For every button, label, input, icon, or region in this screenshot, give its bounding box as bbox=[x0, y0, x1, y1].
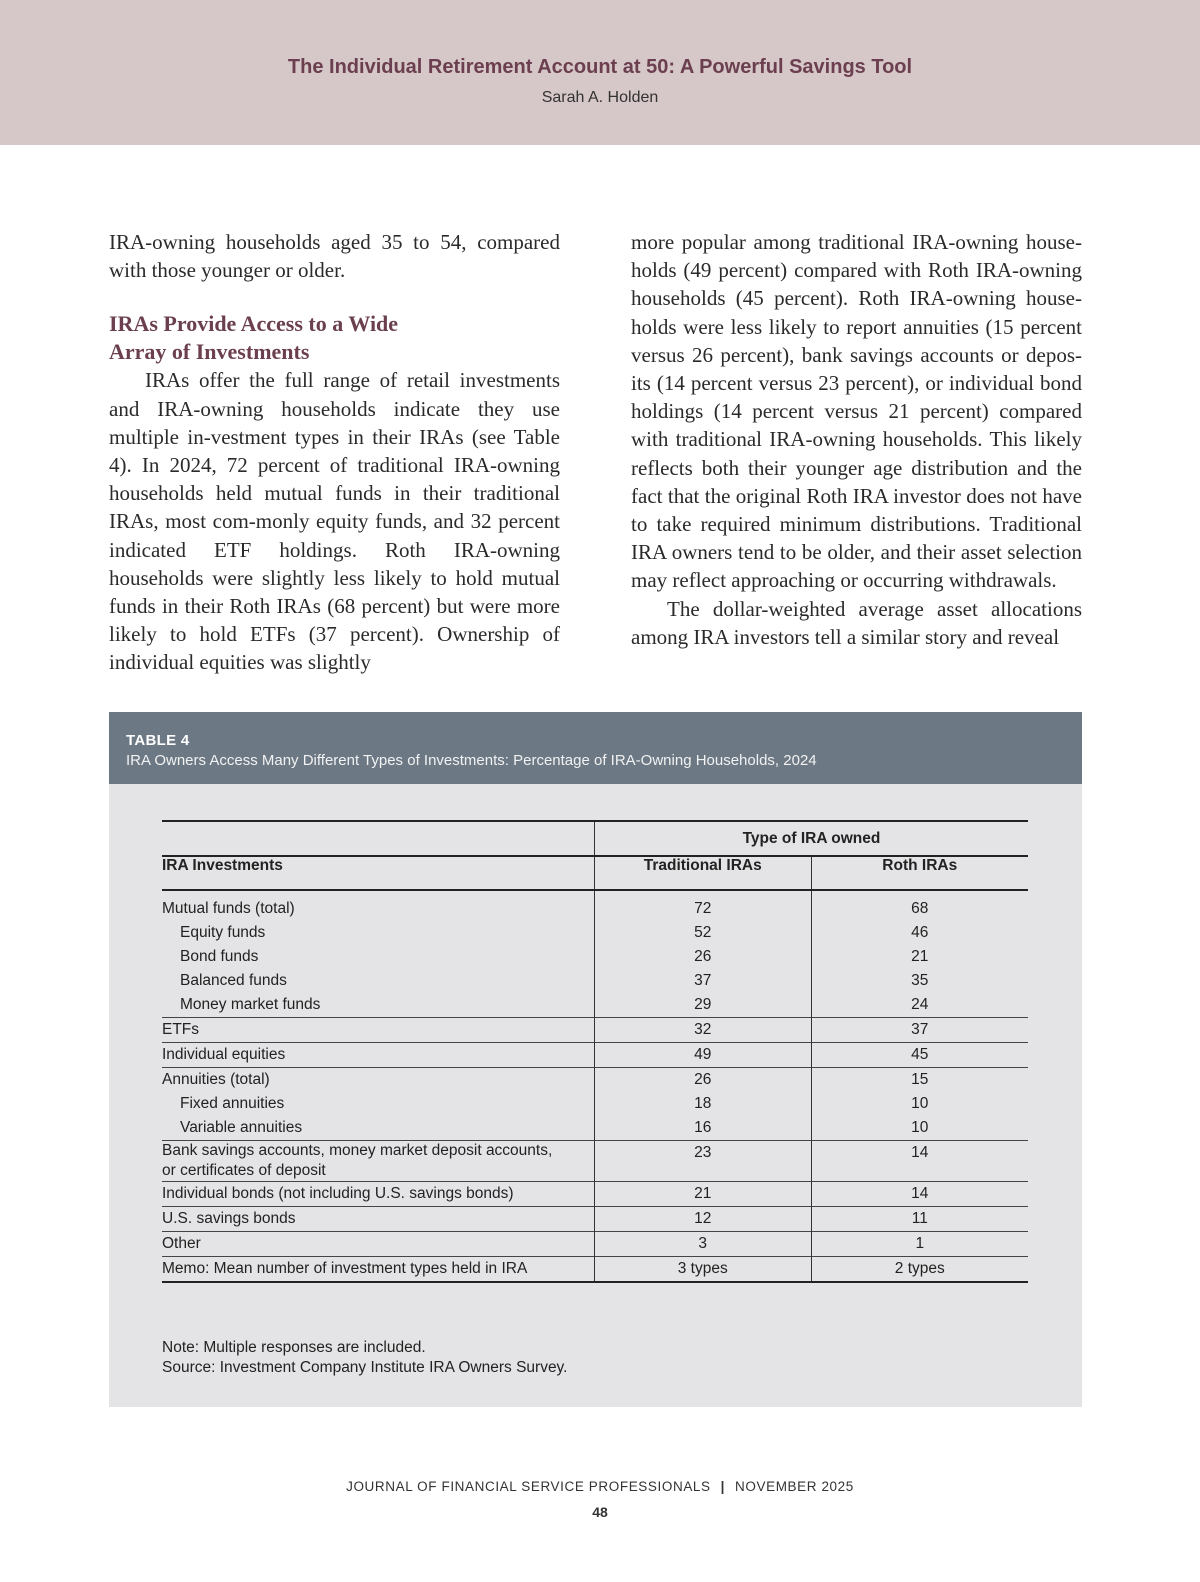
traditional-value: 49 bbox=[694, 1046, 712, 1063]
row-label: Bond funds bbox=[180, 948, 259, 965]
footer-separator: | bbox=[720, 1479, 726, 1494]
roth-value: 35 bbox=[911, 972, 929, 989]
table-row-group bbox=[162, 1018, 1028, 1043]
traditional-value: 21 bbox=[694, 1185, 712, 1202]
traditional-iras-header: Traditional IRAs bbox=[594, 856, 811, 890]
table-body bbox=[162, 890, 1028, 1282]
traditional-value: 12 bbox=[694, 1210, 712, 1227]
page-header bbox=[0, 0, 1200, 145]
row-label: Memo: Mean number of investment types held in IRA bbox=[162, 1260, 528, 1277]
traditional-value: 23 bbox=[694, 1144, 712, 1161]
roth-value: 24 bbox=[911, 996, 929, 1013]
row-label: Individual equities bbox=[162, 1046, 286, 1063]
table-row-group bbox=[162, 1232, 1028, 1257]
traditional-value: 52 bbox=[694, 924, 712, 941]
investments-table bbox=[162, 820, 1028, 1283]
row-label: Variable annuities bbox=[180, 1119, 303, 1136]
traditional-value: 3 types bbox=[677, 1260, 728, 1277]
row-label: U.S. savings bonds bbox=[162, 1210, 296, 1227]
ira-investments-header: IRA Investments bbox=[162, 856, 594, 890]
roth-value: 45 bbox=[911, 1046, 929, 1063]
roth-value: 21 bbox=[911, 948, 929, 965]
roth-value: 14 bbox=[911, 1144, 929, 1161]
row-label: Money market funds bbox=[180, 996, 321, 1013]
roth-value: 10 bbox=[911, 1095, 929, 1112]
traditional-value: 18 bbox=[694, 1095, 712, 1112]
row-label: Balanced funds bbox=[180, 972, 287, 989]
table-header-row bbox=[162, 856, 1028, 890]
traditional-value: 32 bbox=[694, 1021, 712, 1038]
roth-value: 14 bbox=[911, 1185, 929, 1202]
roth-value: 46 bbox=[911, 924, 929, 941]
row-label: ETFs bbox=[162, 1021, 200, 1038]
table-note: Note: Multiple responses are included. bbox=[162, 1339, 426, 1356]
left-paragraph-2: IRAs offer the full range of retail investments and IRA-owning households indicate they use multiple in-vestment types in their IRAs (see Table 4). In 2024, 72 percent of traditional IRA-owning households held mutual funds in their traditional IRAs, most com-monly equity funds, and 32 percent indicated ETF holdings. Roth IRA-owning households were slightly less likely to hold mutual funds in their Roth IRAs (68 percent) but were more likely to hold ETFs (37 percent). Ownership of individual equities was slightly bbox=[109, 368, 560, 675]
table-row-group bbox=[162, 1043, 1028, 1068]
section-heading: IRAs Provide Access to a Wide Array of Investments bbox=[109, 311, 399, 365]
traditional-value: 72 bbox=[694, 900, 712, 917]
traditional-value: 37 bbox=[694, 972, 712, 989]
right-column bbox=[631, 228, 1082, 651]
row-label: Other bbox=[162, 1235, 201, 1252]
table-row-group bbox=[162, 1257, 1028, 1283]
table-4-box bbox=[109, 712, 1082, 1407]
roth-value: 37 bbox=[911, 1021, 929, 1038]
table-row-group bbox=[162, 1068, 1028, 1141]
table-row-group bbox=[162, 1182, 1028, 1207]
table-source: Source: Investment Company Institute IRA Owners Survey. bbox=[162, 1359, 568, 1376]
table-row-group bbox=[162, 1141, 1028, 1182]
traditional-value: 16 bbox=[694, 1119, 712, 1136]
article-title: The Individual Retirement Account at 50: A Powerful Savings Tool bbox=[287, 56, 913, 78]
table-row-group bbox=[162, 890, 1028, 1018]
roth-value: 10 bbox=[911, 1119, 929, 1136]
row-label: Equity funds bbox=[180, 924, 266, 941]
right-paragraph-1: more popular among traditional IRA-owning house-holds (49 percent) compared with Roth IRA-owning households (45 percent). Roth IRA-owning house-holds were less likely to report annuities (15 percent versus 26 percent), bank savings accounts or depos-its (14 percent versus 23 percent), or individual bond holdings (14 percent versus 21 percent) compared with traditional IRA-owning households. This likely reflects both their younger age distribution and the fact that the original Roth IRA investor does not have to take required minimum distributions. Traditional IRA owners tend to be older, and their asset selection may reflect approaching or occurring withdrawals. bbox=[631, 230, 1082, 593]
traditional-value: 3 bbox=[698, 1235, 708, 1252]
table-caption: IRA Owners Access Many Different Types of Investments: Percentage of IRA-Owning Households, 2024 bbox=[126, 752, 817, 769]
roth-value: 11 bbox=[911, 1210, 928, 1227]
roth-value: 15 bbox=[911, 1071, 929, 1088]
row-label: Bank savings accounts, money market deposit accounts, or certificates of deposit bbox=[162, 1142, 553, 1179]
table-title-band bbox=[109, 712, 1082, 784]
table-header-group-row bbox=[162, 821, 1028, 856]
row-label: Annuities (total) bbox=[162, 1071, 270, 1088]
roth-iras-header: Roth IRAs bbox=[811, 856, 1028, 890]
issue-date: NOVEMBER 2025 bbox=[735, 1479, 854, 1494]
traditional-value: 26 bbox=[694, 948, 712, 965]
page-footer bbox=[0, 1479, 1200, 1494]
roth-value: 1 bbox=[915, 1235, 925, 1252]
right-paragraph-2: The dollar-weighted average asset allocations among IRA investors tell a similar story and reveal bbox=[631, 596, 1082, 649]
traditional-value: 29 bbox=[694, 996, 712, 1013]
traditional-value: 26 bbox=[694, 1071, 712, 1088]
row-label: Fixed annuities bbox=[180, 1095, 285, 1112]
left-paragraph-1: IRA-owning households aged 35 to 54, compared with those younger or older. bbox=[109, 230, 560, 283]
table-row-group bbox=[162, 1207, 1028, 1232]
row-label: Mutual funds (total) bbox=[162, 900, 295, 917]
roth-value: 2 types bbox=[894, 1260, 945, 1277]
table-label: TABLE 4 bbox=[126, 732, 190, 749]
page-number: 48 bbox=[592, 1504, 608, 1520]
article-author: Sarah A. Holden bbox=[541, 89, 659, 106]
roth-value: 68 bbox=[911, 900, 929, 917]
type-of-ira-header: Type of IRA owned bbox=[594, 821, 1028, 856]
row-label: Individual bonds (not including U.S. savings bonds) bbox=[162, 1185, 514, 1202]
table-notes bbox=[162, 1338, 567, 1378]
journal-name: JOURNAL OF FINANCIAL SERVICE PROFESSIONALS bbox=[346, 1479, 711, 1494]
left-column bbox=[109, 228, 560, 677]
